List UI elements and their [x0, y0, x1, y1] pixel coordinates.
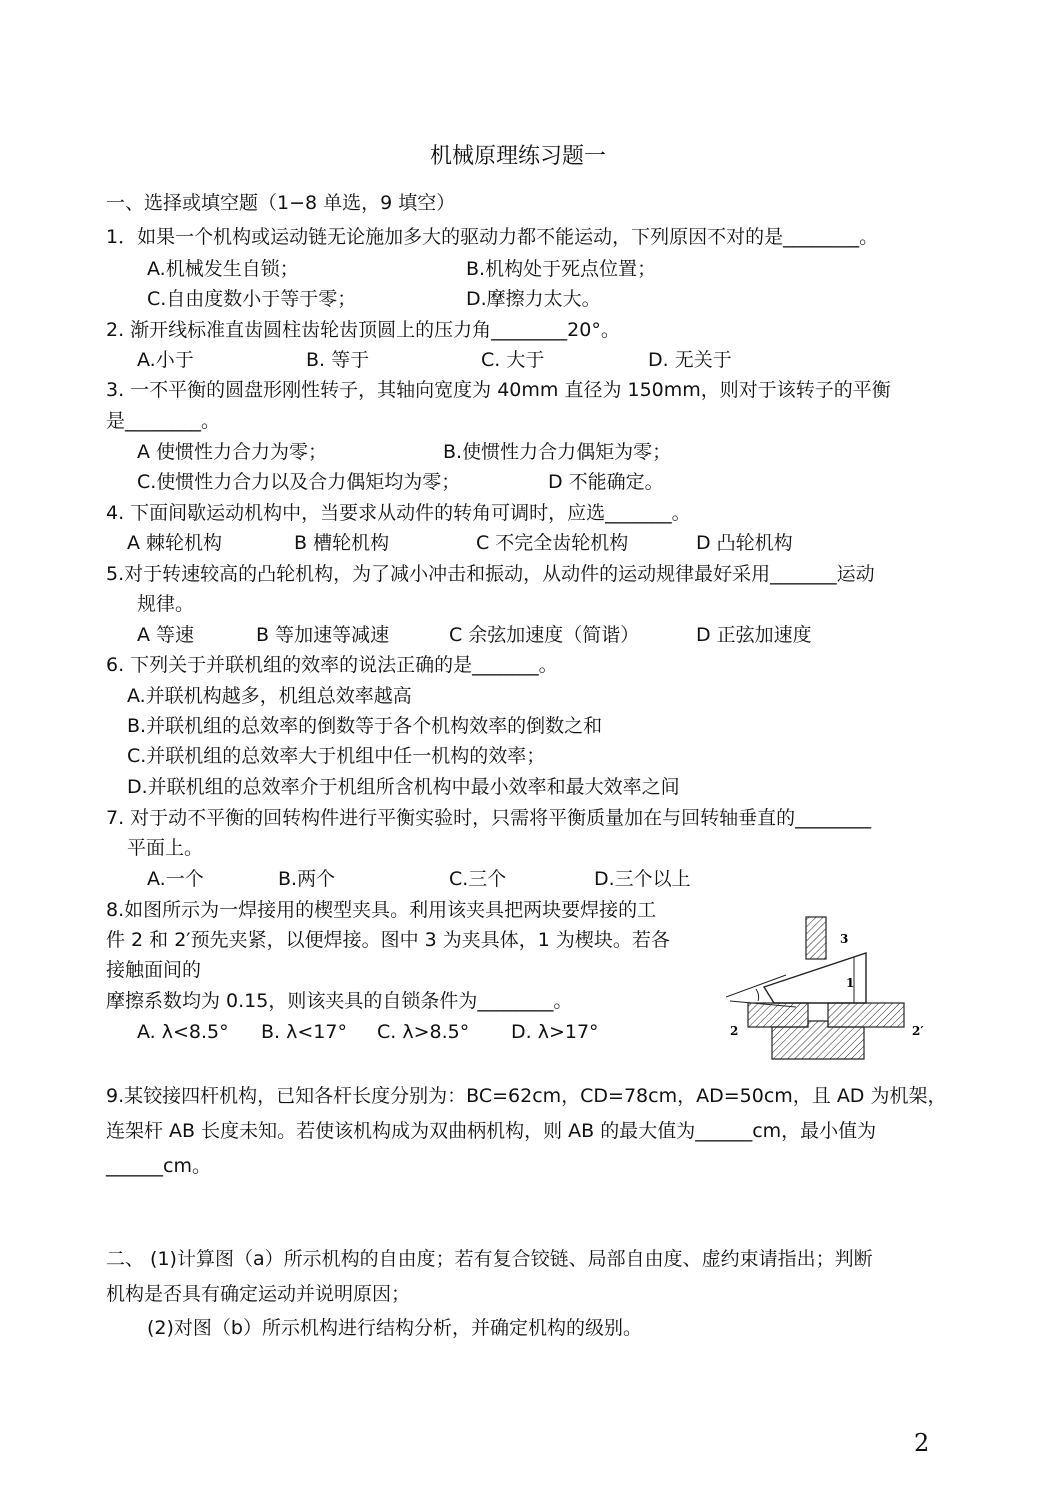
q1-option-c: C.自由度数小于等于零；: [147, 288, 357, 310]
workpiece-right-part: [828, 1003, 904, 1027]
page-number: 2: [914, 1429, 930, 1457]
section1-heading: 一、选择或填空题（1−8 单选，9 填空）: [106, 192, 456, 214]
q9-line1: 9.某铰接四杆机构，已知各杆长度分别为：BC=62cm，CD=78cm，AD=50cm，且 AD 为机架，: [106, 1085, 947, 1107]
q6-option-d: D.并联机组的总效率介于机组所含机构中最小效率和最大效率之间: [127, 776, 680, 798]
q3-option-d: D 不能确定。: [548, 471, 664, 493]
q7-option-c: C.三个: [449, 868, 507, 890]
wedge-clamp-figure: [726, 915, 938, 1063]
fixture-base-part: [772, 1021, 864, 1059]
q2-stem: 2. 渐开线标准直齿圆柱齿轮齿顶圆上的压力角________20°。: [106, 319, 620, 341]
q5-stem-line2: 规律。: [137, 593, 195, 615]
fixture-body-part: [806, 917, 826, 959]
q9-line2: 连架杆 AB 长度未知。若使该机构成为双曲柄机构，则 AB 的最大值为______cm，最小值为: [106, 1120, 877, 1142]
q7-stem-line2: 平面上。: [127, 837, 204, 859]
q1-option-a: A.机械发生自锁；: [147, 258, 299, 280]
q6-option-b: B.并联机组的总效率的倒数等于各个机构效率的倒数之和: [127, 715, 603, 737]
workpiece-left-part: [748, 1003, 808, 1027]
q8-stem-line4: 摩擦系数均为 0.15，则该夹具的自锁条件为________。: [106, 990, 573, 1012]
q1-option-d: D.摩擦力太大。: [466, 288, 601, 310]
q2-option-d: D. 无关于: [648, 349, 732, 371]
q8-stem-line2: 件 2 和 2′预先夹紧，以便焊接。图中 3 为夹具体，1 为楔块。若各: [106, 929, 670, 951]
q2-option-b: B. 等于: [306, 349, 370, 371]
q6-option-c: C.并联机组的总效率大于机组中任一机构的效率；: [127, 745, 546, 767]
q3-stem-line1: 3. 一不平衡的圆盘形刚性转子，其轴向宽度为 40mm 直径为 150mm，则对于该转子的平衡: [106, 379, 891, 401]
q5-option-d: D 正弦加速度: [696, 624, 812, 646]
q8-option-d: D. λ>17°: [511, 1021, 599, 1043]
q8-stem-line3: 接触面间的: [106, 959, 202, 981]
q8-option-b: B. λ<17°: [261, 1021, 347, 1043]
q7-stem-line1: 7. 对于动不平衡的回转构件进行平衡实验时，只需将平衡质量加在与回转轴垂直的________: [106, 807, 872, 829]
q5-option-c: C 余弦加速度（简谐）: [449, 624, 640, 646]
q5-stem-line1: 5.对于转速较高的凸轮机构，为了减小冲击和振动，从动件的运动规律最好采用_______运动: [106, 563, 875, 585]
figure-label-1: 1: [846, 976, 855, 990]
q7-option-a: A.一个: [147, 868, 204, 890]
q4-option-a: A 棘轮机构: [127, 532, 223, 554]
q2-option-a: A.小于: [137, 349, 194, 371]
q8-stem-line1: 8.如图所示为一焊接用的楔型夹具。利用该夹具把两块要焊接的工: [106, 899, 657, 921]
q8-option-c: C. λ>8.5°: [377, 1021, 470, 1043]
q8-option-a: A. λ<8.5°: [137, 1021, 229, 1043]
q3-option-c: C.使惯性力合力以及合力偶矩均为零；: [137, 471, 461, 493]
q9-line3: ______cm。: [106, 1155, 211, 1177]
q5-option-a: A 等速: [137, 624, 195, 646]
q1-option-b: B.机构处于死点位置；: [466, 258, 657, 280]
q6-stem: 6. 下列关于并联机组的效率的说法正确的是_______。: [106, 654, 558, 676]
q3-option-b: B.使惯性力合力偶矩为零；: [443, 441, 672, 463]
figure-label-2-prime: 2′: [912, 1024, 924, 1038]
q1-stem: 1．如果一个机构或运动链无论施加多大的驱动力都不能运动，下列原因不对的是________。: [106, 226, 879, 248]
q4-option-b: B 槽轮机构: [294, 532, 390, 554]
page-title: 机械原理练习题一: [430, 144, 607, 169]
q7-option-b: B.两个: [278, 868, 336, 890]
q2-option-c: C. 大于: [481, 349, 545, 371]
section2-line1: 二、 (1)计算图（a）所示机构的自由度；若有复合铰链、局部自由度、虚约束请指出；判断: [106, 1248, 873, 1270]
section2-line2: 机构是否具有确定运动并说明原因；: [106, 1283, 411, 1305]
q3-option-a: A 使惯性力合力为零；: [137, 441, 328, 463]
figure-label-2: 2: [730, 1024, 739, 1038]
q4-option-d: D 凸轮机构: [696, 532, 793, 554]
q4-stem: 4. 下面间歇运动机构中，当要求从动件的转角可调时，应选_______。: [106, 502, 691, 524]
q5-option-b: B 等加速等减速: [256, 624, 390, 646]
q7-option-d: D.三个以上: [594, 868, 691, 890]
q6-option-a: A.并联机构越多，机组总效率越高: [127, 685, 412, 707]
figure-label-3: 3: [840, 932, 849, 946]
q3-stem-line2: 是________。: [106, 410, 221, 432]
section2-line3: (2)对图（b）所示机构进行结构分析，并确定机构的级别。: [147, 1317, 642, 1339]
q4-option-c: C 不完全齿轮机构: [476, 532, 629, 554]
